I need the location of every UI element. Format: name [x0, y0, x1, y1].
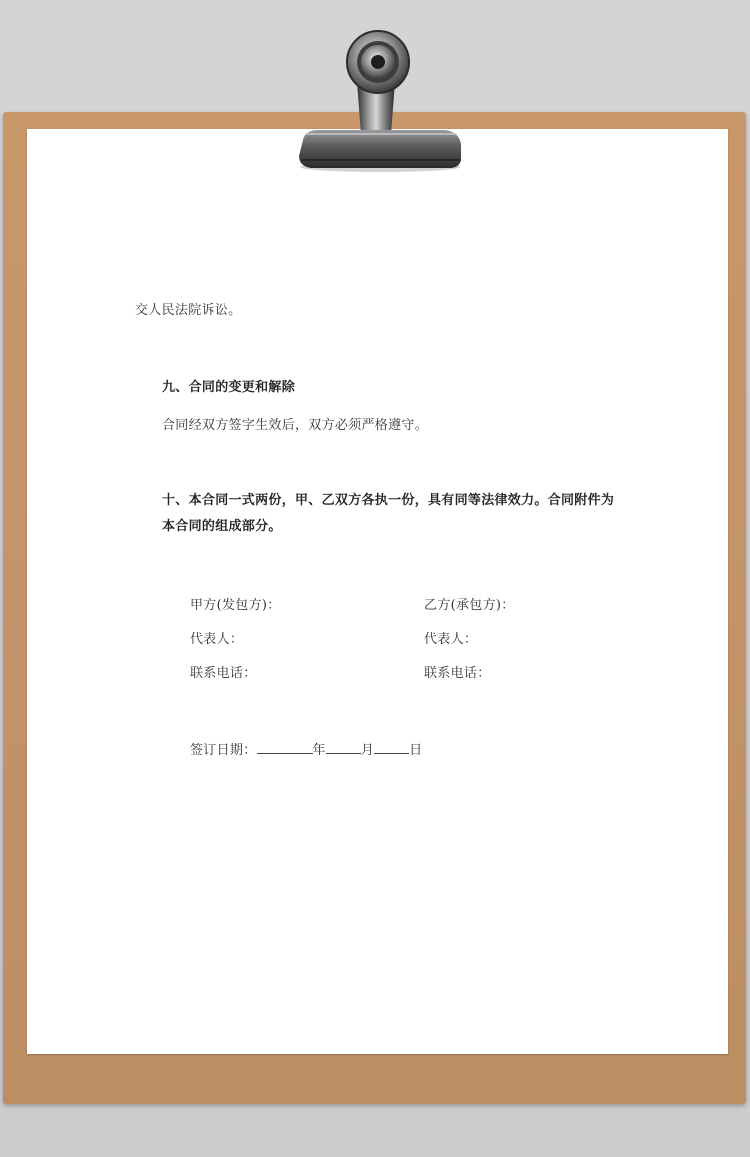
month-label: 月 — [360, 743, 375, 758]
party-a-phone: 联系电话： — [190, 666, 257, 681]
section-9-heading: 九、合同的变更和解除 — [162, 380, 296, 395]
section-10-paragraph: 十、本合同一式两份，甲、乙双方各执一份，具有同等法律效力。合同附件为本合同的组成部分。 — [162, 493, 615, 534]
document-page — [27, 129, 728, 1054]
party-b-label: 乙方(承包方)： — [424, 598, 515, 613]
signing-date — [190, 739, 422, 758]
continued-text: 交人民法院诉讼。 — [135, 303, 242, 318]
month-blank — [326, 741, 361, 754]
party-a-representative: 代表人： — [190, 632, 244, 647]
day-blank — [374, 741, 409, 754]
binder-clip-icon — [285, 22, 467, 172]
section-9-body: 合同经双方签字生效后，双方必须严格遵守。 — [162, 418, 429, 433]
year-label: 年 — [312, 743, 326, 758]
party-b-phone: 联系电话： — [424, 666, 491, 681]
year-blank — [257, 741, 313, 754]
party-a-label: 甲方(发包方)： — [190, 598, 281, 613]
day-label: 日 — [409, 743, 423, 758]
signing-date-label: 签订日期： — [190, 743, 257, 758]
party-b-representative: 代表人： — [424, 632, 478, 647]
